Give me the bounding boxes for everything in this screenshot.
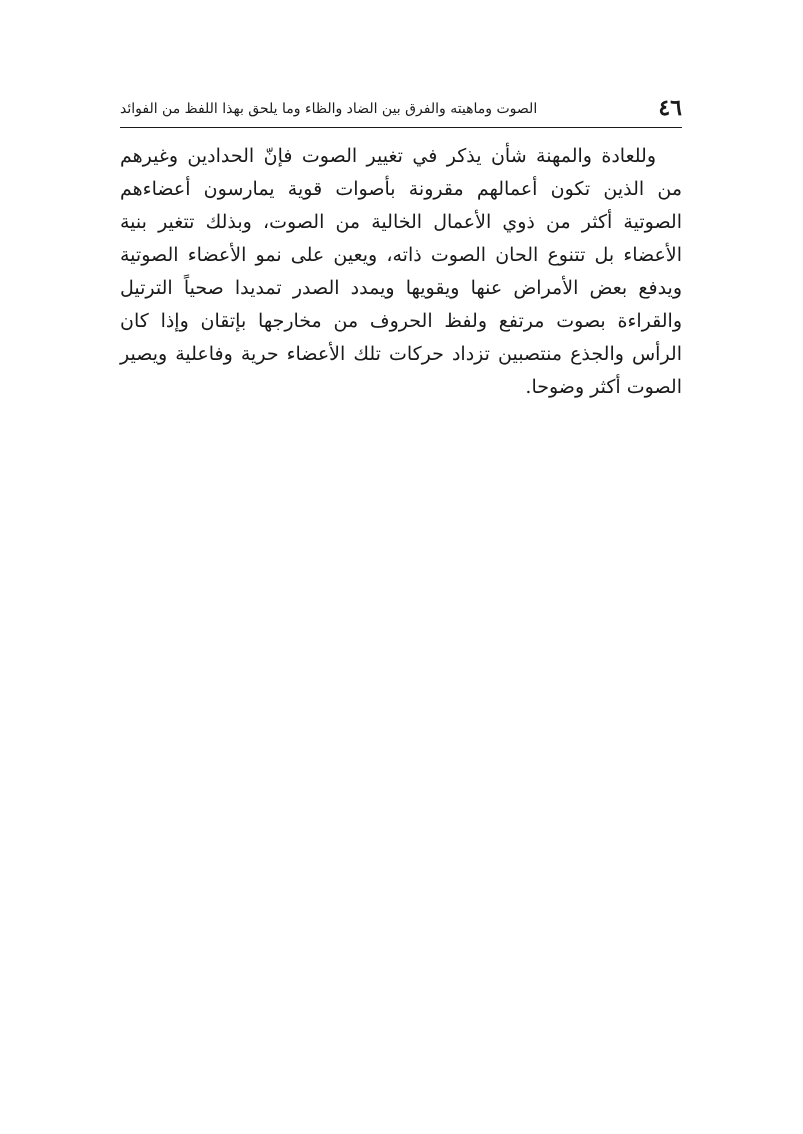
- page-number: ٤٦: [658, 95, 682, 121]
- body-text: [120, 140, 682, 404]
- header-divider: [120, 127, 682, 128]
- running-title: الصوت وماهيته والفرق بين الضاد والظاء وما يلحق بهذا اللفظ من الفوائد: [120, 101, 538, 117]
- running-header: [120, 92, 682, 126]
- body-paragraph: وللعادة والمهنة شأن يذكر في تغيير الصوت فإنّ الحدادين وغيرهم من الذين تكون أعمالهم مقرونة بأصوات قوية يمارسون أعضاءهم الصوتية أكثر من ذوي الأعمال الخالية من الصوت، وبذلك تتغير بنية الأعضاء بل تتنوع الحان الصوت ذاته، ويعين على نمو الأعضاء الصوتية ويدفع بعض الأمراض عنها ويقويها ويمدد الصدر تمديدا صحياً الترتيل والقراءة بصوت مرتفع ولفظ الحروف من مخارجها بإتقان وإذا كان الرأس والجذع منتصبين تزداد حركات تلك الأعضاء حرية وفاعلية ويصير الصوت أكثر وضوحا.: [120, 145, 682, 398]
